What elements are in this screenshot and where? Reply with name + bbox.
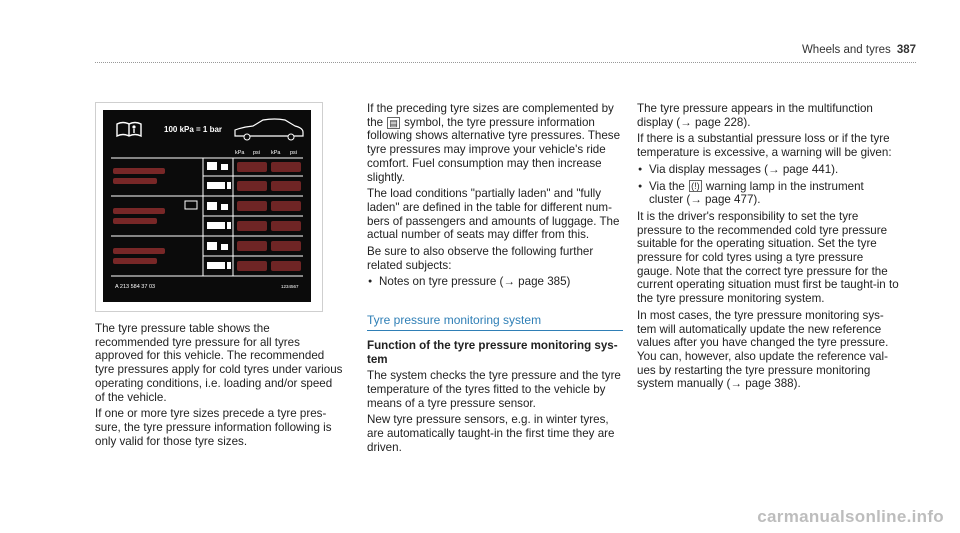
col3-paragraph-4: In most cases, the tyre pressure monitoring system will automatically update the new reference values after you have changed the tyre pressure. You can, however, also update the reference values by restarting the tyre pressure monitoring system manually (→ page 388). xyxy=(637,308,889,391)
ratio-label: 100 kPa = 1 bar xyxy=(164,125,223,134)
col1-paragraph-1: The tyre pressure table shows the recommended tyre pressure for all tyres approved for this vehicle. The recommended tyre pressures apply for cold tyres under various operating conditions, i.e. loading and/or speed of the vehicle. xyxy=(95,322,343,404)
col1-paragraph-2: If one or more tyre sizes precede a tyre pressure, the tyre pressure information following is only valid for those tyre sizes. xyxy=(95,407,332,448)
col2-paragraph-5: New tyre pressure sensors, e.g. in winter tyres, are automatically taught-in the first time they are driven. xyxy=(367,413,615,454)
col3-paragraph-1: The tyre pressure appears in the multifunction display (→ page 228). xyxy=(637,102,873,129)
section-title: Tyre pressure monitoring system xyxy=(367,313,542,328)
plate-graphic xyxy=(103,110,311,302)
unit-psi-front: psi xyxy=(253,150,261,156)
header-rule xyxy=(95,62,916,63)
unit-psi-rear: psi xyxy=(290,150,298,156)
tyre-warning-icon: (!) xyxy=(691,181,700,192)
subsection-title: Function of the tyre pressure monitoring system xyxy=(367,338,618,366)
comfort-table-icon xyxy=(185,201,197,209)
part-number: A 213 584 37 03 xyxy=(115,284,156,290)
page-number: 387 xyxy=(896,44,916,56)
col3-bullet-1[interactable]: ● Via display messages (→ page 441). xyxy=(637,163,899,177)
col3-b2-start: Via the xyxy=(649,179,685,193)
comfort-table-icon: ▤ xyxy=(389,117,398,128)
col2-bullet-1[interactable]: ● Notes on tyre pressure (→ page 385) xyxy=(367,275,623,289)
page-header xyxy=(802,44,916,58)
car-silhouette-icon xyxy=(235,119,303,136)
header-section: Wheels and tyres xyxy=(801,44,891,56)
col3-b2-end: warning lamp in the instrument cluster (→ page 477). xyxy=(649,179,864,207)
tyre-size-blurs xyxy=(113,168,165,264)
section-rule xyxy=(367,330,623,331)
figure-code: 1234567 xyxy=(281,284,299,289)
column-1 xyxy=(95,322,345,451)
manual-book-icon xyxy=(117,123,141,137)
unit-kpa-front: kPa xyxy=(235,150,245,156)
col2-p1-end: symbol, the tyre pressure information following shows alternative tyre pressures. These tyre pressures may improve your vehicle's ride comfort. Fuel consumption may then increase slightly. xyxy=(367,115,621,184)
unit-kpa-rear: kPa xyxy=(271,150,281,156)
col3-paragraph-2: If there is a substantial pressure loss or if the tyre temperature is excessive, a warning will be given: xyxy=(637,132,892,160)
col2-paragraph-4: The system checks the tyre pressure and the tyre temperature of the tyres fitted to the vehicle by means of a tyre pressure sensor. xyxy=(367,369,621,410)
col3-paragraph-3: It is the driver's responsibility to set the tyre pressure to the recommended cold tyre pressure suitable for the operating situation. Set the tyre pressure for cold tyres using a tyre pressure gauge. Note that the correct tyre pressure for the current operating situation must first be taught-in to the tyre pressure monitoring system. xyxy=(637,209,899,306)
watermark: carmanualsonline.info xyxy=(757,507,944,527)
col2-paragraph-2: The load conditions "partially laden" and "fully laden" are defined in the table for different numbers of passengers and amounts of luggage. The actual number of seats may differ from this. xyxy=(367,187,620,242)
col2-paragraph-3: Be sure to also observe the following further related subjects: xyxy=(367,245,594,272)
column-2 xyxy=(367,102,623,457)
tyre-pressure-plate-figure xyxy=(95,102,323,312)
col3-bullet-2[interactable] xyxy=(637,180,899,207)
tyre-pressure-plate xyxy=(103,110,311,302)
column-3 xyxy=(637,102,899,394)
col2-p1-start: If the preceding tyre sizes are complemented by the xyxy=(367,102,614,129)
col2-paragraph-1 xyxy=(367,102,623,184)
